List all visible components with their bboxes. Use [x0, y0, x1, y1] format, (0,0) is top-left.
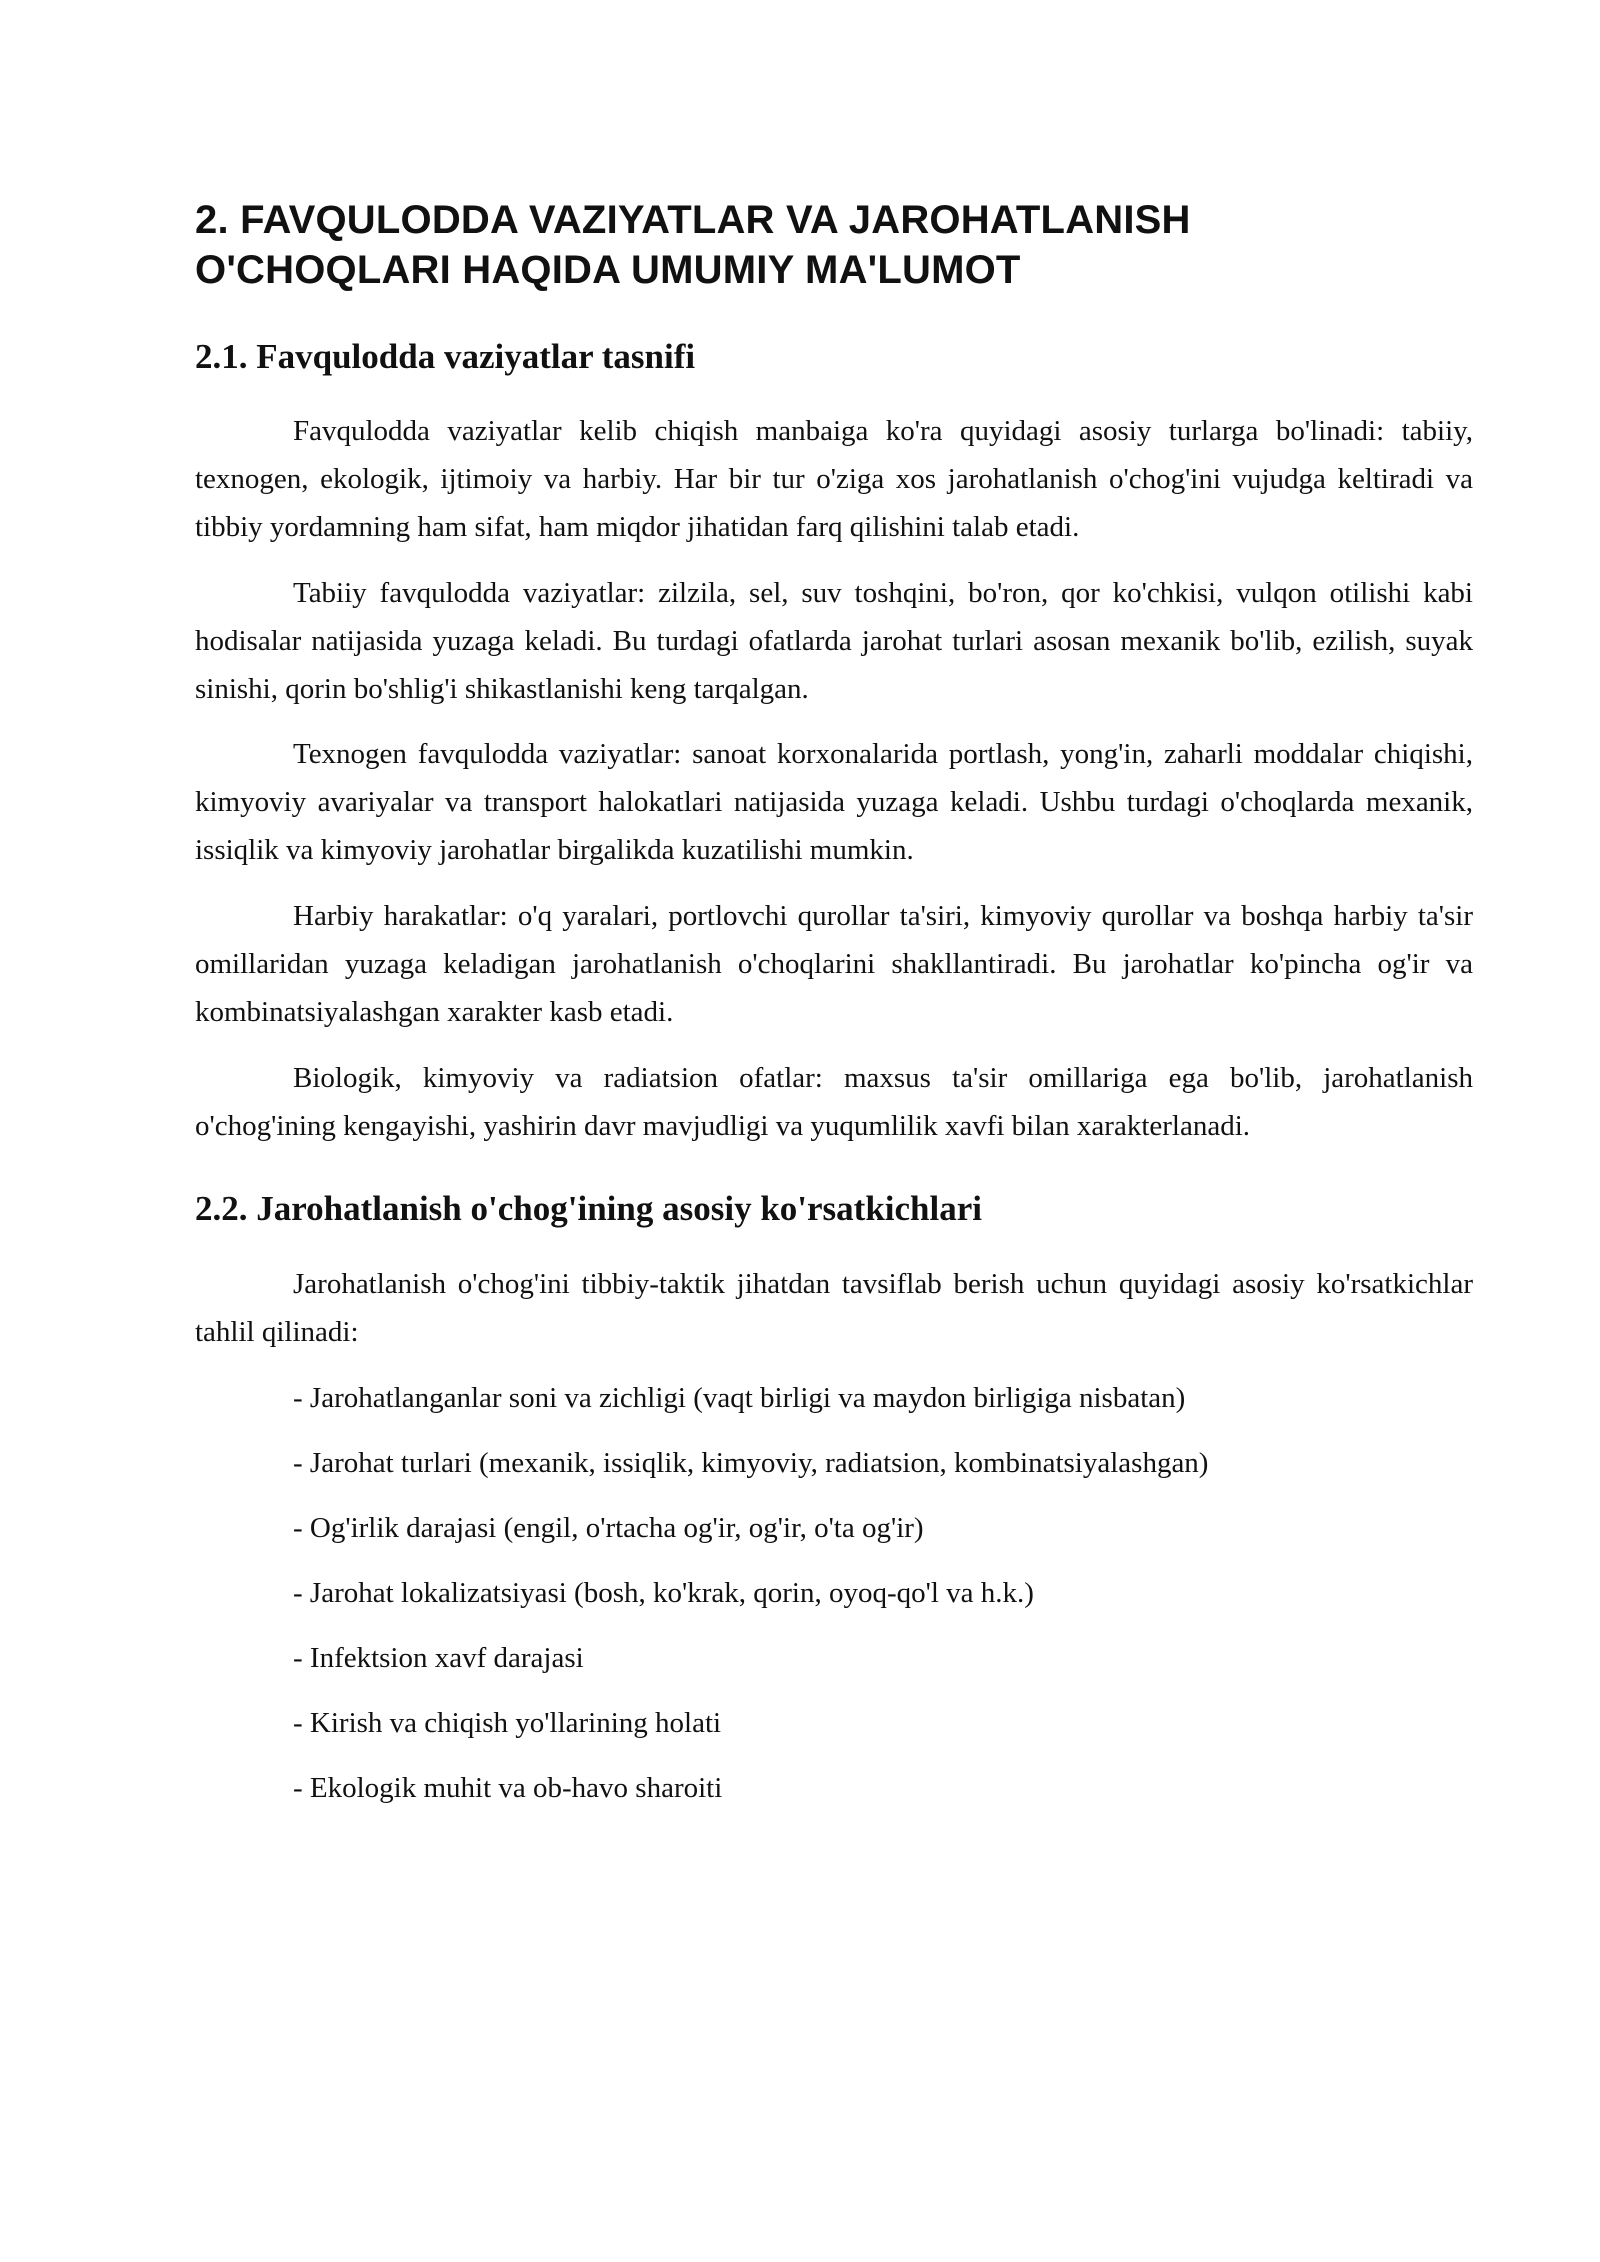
paragraph-classification: Favqulodda vaziyatlar kelib chiqish manbaiga ko'ra quyidagi asosiy turlarga bo'linadi: tabiiy, texnogen, ekologik, ijtimoiy va harbiy. Har bir tur o'ziga xos jarohatlanish o'chog'ini vujudga keltiradi va tibbiy yordamning ham sifat, ham miqdor jihatidan farq qilishini talab etadi. — [195, 415, 1473, 543]
paragraph-indicators-intro: Jarohatlanish o'chog'ini tibbiy-taktik jihatdan tavsiflab berish uchun quyidagi asosiy ko'rsatkichlar tahlil qilinadi: — [195, 1268, 1473, 1348]
chapter-title — [195, 195, 1473, 295]
list-item: - Kirish va chiqish yo'llarining holati — [293, 1707, 722, 1739]
chapter-title-line-1: 2. FAVQULODDA VAZIYATLAR VA JAROHATLANISH — [195, 198, 1191, 242]
list-item: - Jarohat lokalizatsiyasi (bosh, ko'krak, qorin, oyoq-qo'l va h.k.) — [293, 1577, 1034, 1609]
section-heading-2-2: 2.2. Jarohatlanish o'chog'ining asosiy ko'rsatkichlari — [195, 1189, 982, 1228]
paragraph-technogenic: Texnogen favqulodda vaziyatlar: sanoat korxonalarida portlash, yong'in, zaharli moddalar chiqishi, kimyoviy avariyalar va transport halokatlari natijasida yuzaga keladi. Ushbu turdagi o'choqlarda mexanik, issiqlik va kimyoviy jarohatlar birgalikda kuzatilishi mumkin. — [195, 738, 1473, 866]
list-item: - Infektsion xavf darajasi — [293, 1642, 584, 1674]
chapter-title-line-2: O'CHOQLARI HAQIDA UMUMIY MA'LUMOT — [195, 248, 1021, 292]
list-item: - Jarohatlanganlar soni va zichligi (vaqt birligi va maydon birligiga nisbatan) — [293, 1382, 1186, 1414]
paragraph-natural: Tabiiy favqulodda vaziyatlar: zilzila, sel, suv toshqini, bo'ron, qor ko'chkisi, vulqon otilishi kabi hodisalar natijasida yuzaga keladi. Bu turdagi ofatlarda jarohat turlari asosan mexanik bo'lib, ezilish, suyak sinishi, qorin bo'shlig'i shikastlanishi keng tarqalgan. — [195, 577, 1473, 705]
list-item: - Ekologik muhit va ob-havo sharoiti — [293, 1772, 723, 1804]
indicators-list — [293, 1374, 1473, 1829]
section-heading-2-1: 2.1. Favqulodda vaziyatlar tasnifi — [195, 337, 696, 376]
list-item: - Og'irlik darajasi (engil, o'rtacha og'ir, og'ir, o'ta og'ir) — [293, 1512, 924, 1544]
list-item: - Jarohat turlari (mexanik, issiqlik, kimyoviy, radiatsion, kombinatsiyalashgan) — [293, 1447, 1209, 1479]
paragraph-biological: Biologik, kimyoviy va radiatsion ofatlar: maxsus ta'sir omillariga ega bo'lib, jarohatlanish o'chog'ining kengayishi, yashirin davr mavjudligi va yuqumlilik xavfi bilan xarakterlanadi. — [195, 1062, 1473, 1142]
paragraph-military: Harbiy harakatlar: o'q yaralari, portlovchi qurollar ta'siri, kimyoviy qurollar va boshqa harbiy ta'sir omillaridan yuzaga keladigan jarohatlanish o'choqlarini shakllantiradi. Bu jarohatlar ko'pincha og'ir va kombinatsiyalashgan xarakter kasb etadi. — [195, 900, 1473, 1028]
